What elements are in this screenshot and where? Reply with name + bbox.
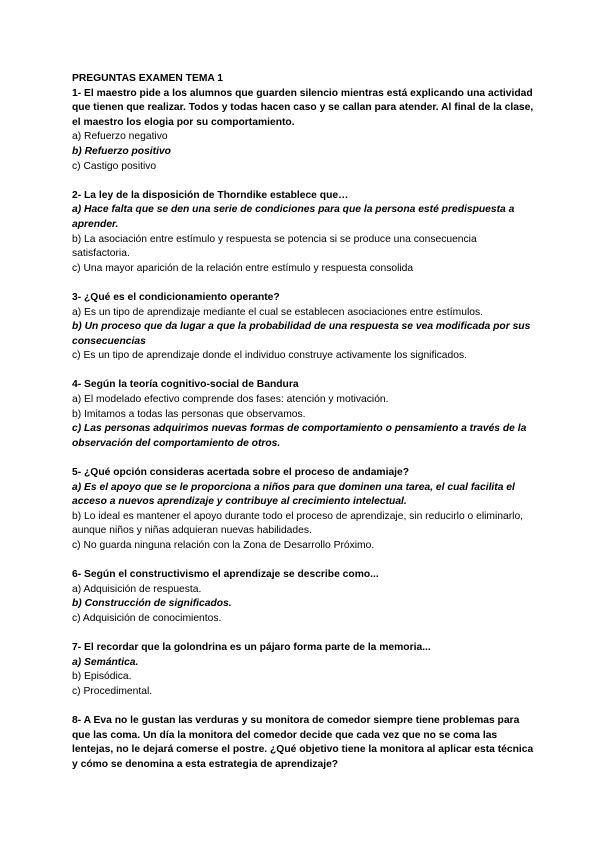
question-1-option-a: a) Refuerzo negativo xyxy=(72,131,168,143)
question-1-option-c: c) Castigo positivo xyxy=(72,160,157,172)
question-6-option-b-correct: b) Construcción de significados. xyxy=(72,598,232,610)
question-7-option-c: c) Procedimental. xyxy=(72,685,153,697)
question-2: 2- La ley de la disposición de Thorndike establece que… xyxy=(72,189,349,201)
question-4-option-a: a) El modelado efectivo comprende dos fases: atención y motivación. xyxy=(72,394,389,406)
question-5: 5- ¿Qué opción consideras acertada sobre el proceso de andamiaje? xyxy=(72,467,410,479)
question-7-option-a-correct: a) Semántica. xyxy=(72,656,139,668)
question-7: 7- El recordar que la golondrina es un pájaro forma parte de la memoria... xyxy=(72,642,431,654)
exam-page xyxy=(72,72,534,773)
question-4-option-b: b) Imitamos a todas las personas que observamos. xyxy=(72,408,306,420)
question-3: 3- ¿Qué es el condicionamiento operante? xyxy=(72,291,280,303)
question-5-option-c: c) No guarda ninguna relación con la Zona de Desarrollo Próximo. xyxy=(72,540,375,551)
question-1-option-b-correct: b) Refuerzo positivo xyxy=(72,145,171,157)
question-8: 8- A Eva no le gustan las verduras y su monitora de comedor siempre tiene problemas para que las coma. Un día la monitora del comedor decide que cada vez que no se coma las lentejas, no le dejará comerse el postre. ¿Qué objetivo tiene la monitora al aplicar esta técnica y cómo se denomina a esta estrategia de aprendizaje? xyxy=(72,715,534,770)
question-2-option-c: c) Una mayor aparición de la relación entre estímulo y respuesta consolida xyxy=(72,262,414,274)
question-3-option-c: c) Es un tipo de aprendizaje donde el individuo construye activamente los significados. xyxy=(72,350,467,362)
question-7-option-b: b) Episódica. xyxy=(72,671,132,683)
question-4: 4- Según la teoría cognitivo-social de Bandura xyxy=(72,379,299,391)
question-6-option-a: a) Adquisición de respuesta. xyxy=(72,583,202,595)
question-5-option-b: b) Lo ideal es mantener el apoyo durante todo el proceso de aprendizaje, sin reducirlo o eliminarlo, aunque niños y niñas adquieran nuevas habilidades. xyxy=(72,510,524,537)
question-6-option-c: c) Adquisición de conocimientos. xyxy=(72,612,222,624)
question-3-option-b-correct: b) Un proceso que da lugar a que la probabilidad de una respuesta se vea modificada por sus consecuencias xyxy=(72,321,531,347)
page-title: PREGUNTAS EXAMEN TEMA 1 xyxy=(72,73,224,84)
question-6: 6- Según el constructivismo el aprendizaje se describe como... xyxy=(72,569,379,581)
question-1: 1- El maestro pide a los alumnos que guarden silencio mientras está explicando una actividad que tienen que realizar. Todos y todas hacen caso y se callan para atender. Al final de la clase, el maestro los elogia por su comportamiento. xyxy=(72,87,534,128)
question-4-option-c-correct: c) Las personas adquirimos nuevas formas de comportamiento o pensamiento a través de la observación del comportamiento de otros. xyxy=(72,423,527,449)
question-2-option-a-correct: a) Hace falta que se den una serie de condiciones para que la persona esté predispuesta a aprender. xyxy=(72,204,515,230)
question-2-option-b: b) La asociación entre estímulo y respuesta se potencia si se produce una consecuencia satisfactoria. xyxy=(72,233,477,260)
question-5-option-a-correct: a) Es el apoyo que se le proporciona a niños para que dominen una tarea, el cual facilita el acceso a nuevos aprendizaje y contribuye al crecimiento intelectual. xyxy=(72,481,515,508)
question-3-option-a: a) Es un tipo de aprendizaje mediante el cual se establecen asociaciones entre estímulos. xyxy=(72,306,483,318)
